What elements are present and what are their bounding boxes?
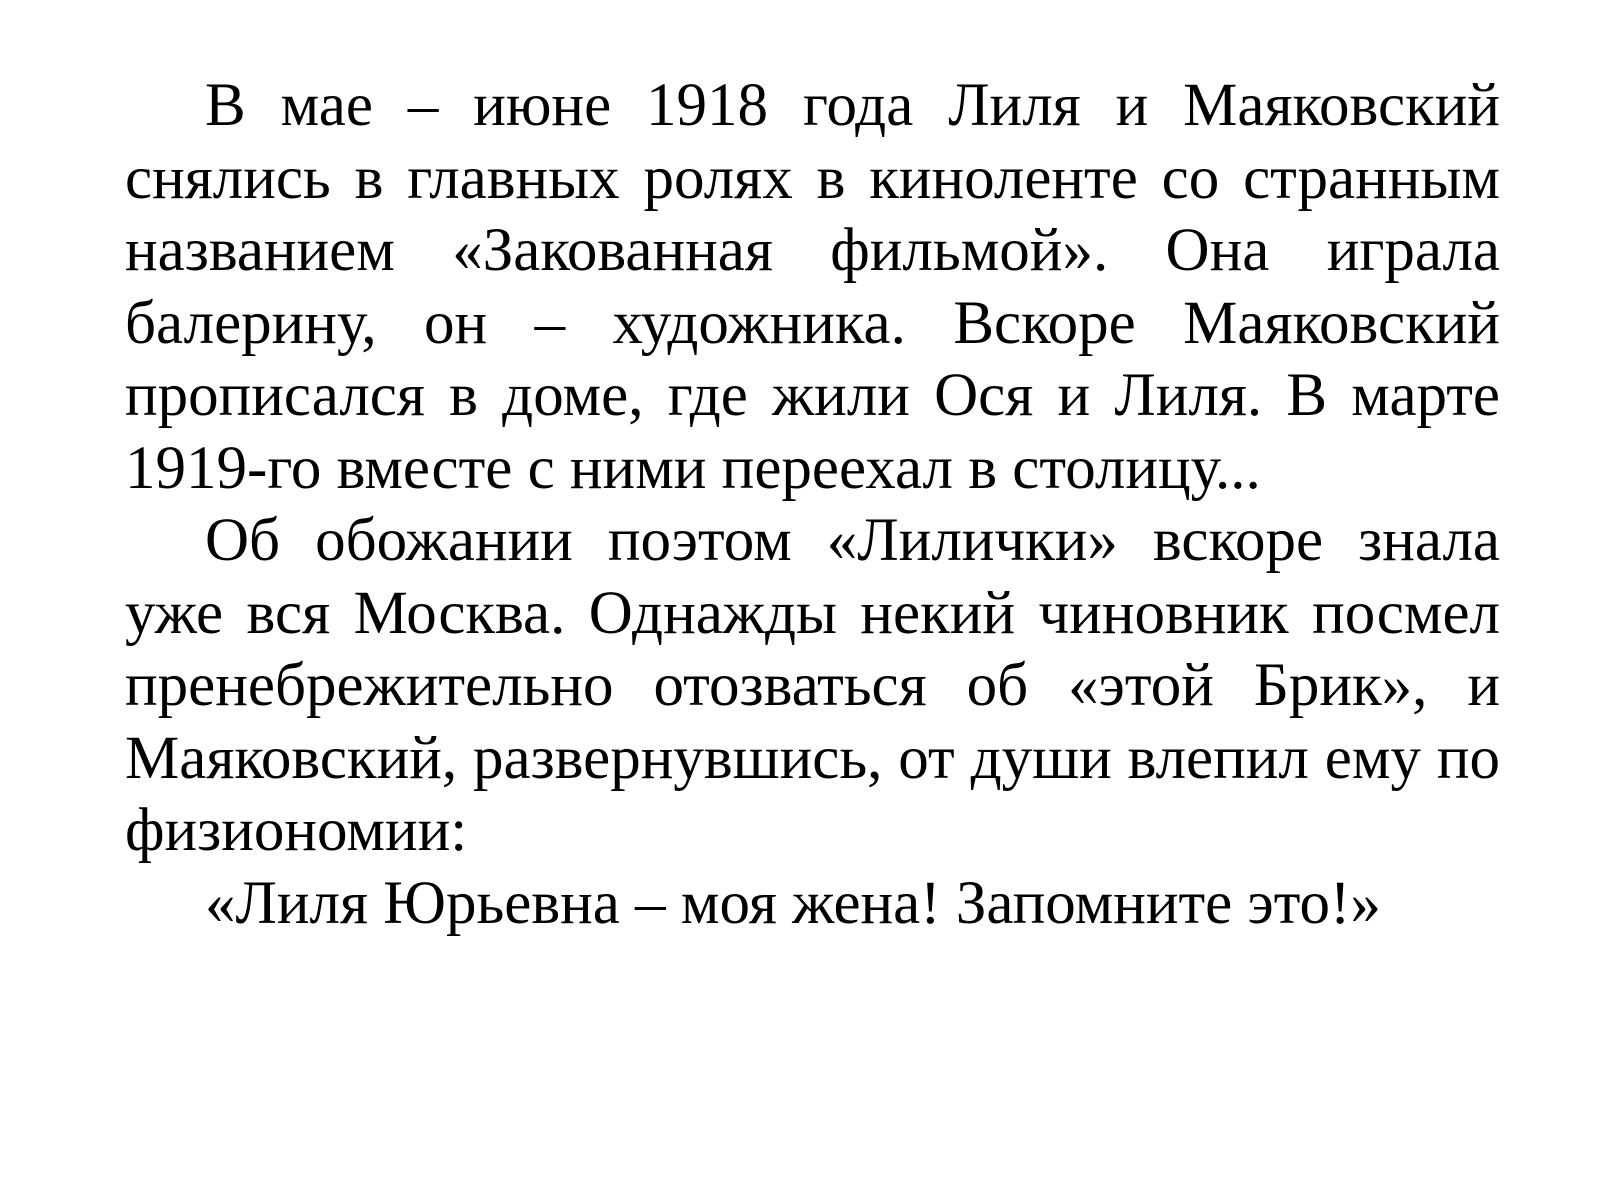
- text-body: [125, 70, 1500, 940]
- paragraph-2: Об обожании поэтом «Лилички» вскоре знала уже вся Москва. Однажды некий чиновник посмел пренебрежительно отозваться об «этой Брик», и Маяковский, развернувшись, от души влепил ему по физиономии:: [125, 507, 1500, 864]
- quote-line: «Лиля Юрьевна – моя жена! Запомните это!»: [205, 869, 1381, 937]
- paragraph-1: В мае – июне 1918 года Лиля и Маяковский снялись в главных ролях в киноленте со странным названием «Закованная фильмой». Она играла балерину, он – художника. Вскоре Маяковский прописался в доме, где жили Ося и Лиля. В марте 1919-го вместе с ними переехал в столицу...: [125, 72, 1500, 502]
